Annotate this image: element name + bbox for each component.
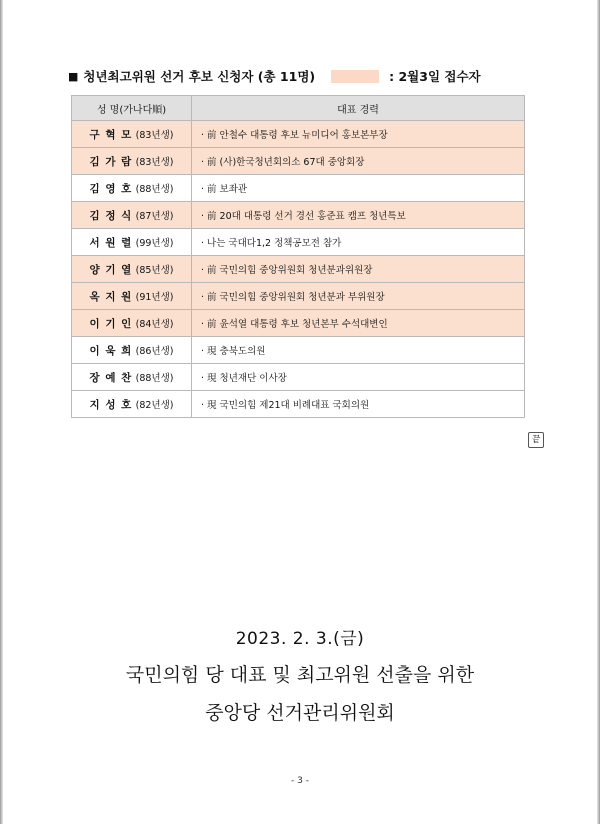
candidate-career: · 前 국민의힘 중앙위원회 청년분과 부위원장 (201, 292, 385, 303)
candidate-name-cell (72, 391, 192, 418)
candidate-career: · 前 20대 대통령 선거 경선 홍준표 캠프 청년특보 (201, 211, 406, 222)
candidate-name: 김 가 람 (89, 155, 133, 168)
candidate-career: · 現 청년재단 이사장 (201, 373, 287, 384)
candidate-table (71, 95, 525, 418)
organization-line-2: 중앙당 선거관리위원회 (205, 702, 395, 724)
candidate-career-cell (192, 364, 525, 391)
candidate-name-cell (72, 175, 192, 202)
candidate-career: · 前 국민의힘 중앙위원회 청년분과위원장 (201, 265, 373, 276)
candidate-career-cell (192, 310, 525, 337)
candidate-name-cell (72, 256, 192, 283)
candidate-name-cell (72, 148, 192, 175)
candidate-name: 서 원 렬 (89, 236, 133, 249)
organization-line-1: 국민의힘 당 대표 및 최고위원 선출을 위한 (125, 664, 475, 686)
candidate-name-cell (72, 202, 192, 229)
table-row (72, 148, 525, 175)
table-row (72, 391, 525, 418)
table-row (72, 229, 525, 256)
candidate-career: · 前 윤석열 대통령 후보 청년본부 수석대변인 (201, 319, 388, 330)
candidate-name: 김 정 식 (89, 209, 133, 222)
candidate-career: · 前 (사)한국청년회의소 67대 중앙회장 (201, 157, 365, 168)
candidate-career: · 나는 국대다1,2 정책공모전 참가 (201, 238, 342, 249)
legend-text: : 2월3일 접수자 (389, 69, 481, 84)
table-row (72, 256, 525, 283)
candidate-name-cell (72, 121, 192, 148)
table-row (72, 337, 525, 364)
candidate-name-cell (72, 337, 192, 364)
section-heading (68, 66, 538, 86)
candidate-name-cell (72, 364, 192, 391)
candidate-career: · 前 보좌관 (201, 184, 248, 195)
candidate-birth-year: (83년생) (135, 129, 174, 141)
candidate-career-cell (192, 256, 525, 283)
candidate-birth-year: (91년생) (135, 291, 174, 303)
candidate-birth-year: (86년생) (135, 345, 174, 357)
header-career: 대표 경력 (192, 96, 525, 121)
candidate-birth-year: (87년생) (135, 210, 174, 222)
table-row (72, 364, 525, 391)
candidate-career-cell (192, 337, 525, 364)
candidate-career-cell (192, 121, 525, 148)
end-mark: 끝 (528, 432, 544, 448)
candidate-name-cell (72, 310, 192, 337)
candidate-name: 이 기 인 (89, 317, 133, 330)
candidate-birth-year: (88년생) (135, 183, 174, 195)
candidate-name-cell (72, 229, 192, 256)
candidate-name: 이 욱 희 (89, 344, 133, 357)
candidate-career-cell (192, 229, 525, 256)
candidate-career-cell (192, 391, 525, 418)
candidate-career-cell (192, 148, 525, 175)
candidate-name-cell (72, 283, 192, 310)
candidate-name: 김 영 호 (89, 182, 133, 195)
candidate-name: 양 기 열 (89, 263, 133, 276)
square-bullet-icon: ■ (68, 69, 79, 83)
legend-swatch (331, 70, 379, 83)
table-row (72, 121, 525, 148)
table-header-row (72, 96, 525, 121)
header-name: 성 명(가나다順) (72, 96, 192, 121)
candidate-birth-year: (82년생) (135, 399, 174, 411)
candidate-birth-year: (99년생) (135, 237, 174, 249)
table-row (72, 310, 525, 337)
candidate-name: 장 예 찬 (89, 371, 133, 384)
candidate-career-cell (192, 202, 525, 229)
table-row (72, 202, 525, 229)
candidate-career: · 現 충북도의원 (201, 346, 266, 357)
table-row (72, 283, 525, 310)
candidate-birth-year: (83년생) (135, 156, 174, 168)
candidate-name: 구 혁 모 (89, 128, 133, 141)
candidate-birth-year: (88년생) (135, 372, 174, 384)
candidate-career-cell (192, 175, 525, 202)
page-number: - 3 - (291, 776, 309, 786)
table-row (72, 175, 525, 202)
heading-title: 청년최고위원 선거 후보 신청자 (총 11명) (83, 69, 316, 84)
candidate-career-cell (192, 283, 525, 310)
candidate-birth-year: (85년생) (135, 264, 174, 276)
candidate-career: · 前 안철수 대통령 후보 뉴미디어 홍보본부장 (201, 130, 388, 141)
announcement-date: 2023. 2. 3.(금) (235, 629, 365, 649)
candidate-name: 옥 지 원 (89, 290, 133, 303)
candidate-name: 지 성 호 (89, 398, 133, 411)
candidate-birth-year: (84년생) (135, 318, 174, 330)
candidate-career: · 現 국민의힘 제21대 비례대표 국회의원 (201, 400, 370, 411)
